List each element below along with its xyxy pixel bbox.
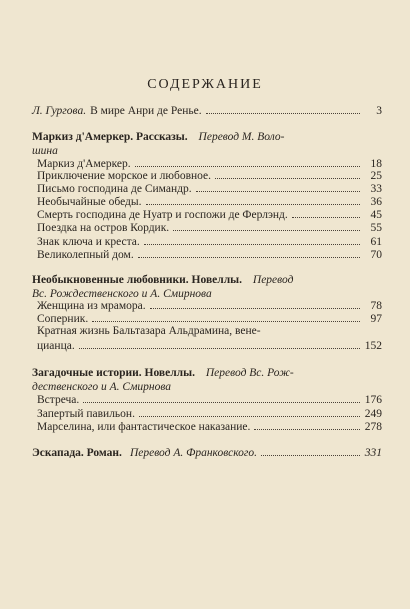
dot-leader [206,103,360,114]
list-item [37,247,382,263]
item-title: Встреча. [37,394,80,406]
section-title: Загадочные истории. Новеллы. [32,367,195,379]
page-number: 331 [364,447,382,459]
dot-leader [261,445,360,456]
dot-leader [79,338,360,349]
final-title: Эскапада. Роман. [32,447,122,459]
section-translator: Перевод М. Воло- [198,131,285,143]
dot-leader [135,156,360,167]
item-title: Запертый павильон. [37,408,135,420]
page-number: 33 [370,183,382,195]
dot-leader [254,419,360,430]
list-item [37,419,382,435]
section-translator: Перевод Вс. Рож- [205,367,294,379]
page-number: 25 [370,170,382,182]
final-translator: Перевод А. Франковского. [129,447,257,459]
intro-title: В мире Анри де Ренье. [90,105,202,117]
dot-leader [173,220,360,231]
page-number: 176 [364,394,382,406]
section-translator-cont: шина [32,145,58,157]
dot-leader [83,392,360,403]
page-number: 61 [370,236,382,248]
item-title: Необычайные обеды. [37,196,142,208]
section-translator: Перевод [252,274,294,286]
dot-leader [138,247,360,258]
dot-leader [215,168,360,179]
section-translator-cont: Вс. Рождественского и А. Смирнова [32,288,212,300]
item-title: Соперник. [37,313,89,325]
page-number: 45 [370,209,382,221]
section-translator-cont: дественского и А. Смирнова [32,381,172,393]
dot-leader [92,311,360,322]
item-title: Кратная жизнь Бальтазара Альдрамина, вене- [37,325,261,337]
section-title: Маркиз д'Амеркер. Рассказы. [32,131,188,143]
item-title: Приключение морское и любовное. [37,170,212,182]
page-number: 152 [364,340,382,352]
intro-author: Л. Гургова. [32,105,87,117]
dot-leader [150,298,360,309]
page-number: 3 [376,105,382,117]
item-title: Знак ключа и креста. [37,236,140,248]
page-title: СОДЕРЖАНИЕ [147,77,263,92]
page-number: 36 [370,196,382,208]
section-heading [32,273,382,301]
list-item [37,338,382,354]
item-title: Великолепный дом. [37,249,134,261]
item-title: Марселина, или фантастическое наказание. [37,421,251,433]
list-item [37,324,382,339]
page-number: 55 [370,222,382,234]
item-title: Смерть господина де Нуатр и госпожи де Ферлэнд. [37,209,288,221]
item-title: Маркиз д'Амеркер. [37,158,131,170]
dot-leader [144,234,360,245]
intro-entry [32,103,382,119]
item-title: Письмо господина де Симандр. [37,183,192,195]
section-heading [32,130,382,158]
page-number: 78 [370,300,382,312]
item-title: цианца. [37,340,75,352]
section-heading [32,366,382,394]
page-number: 249 [364,408,382,420]
page-number: 97 [370,313,382,325]
dot-leader [139,406,360,417]
item-title: Женщина из мрамора. [37,300,146,312]
final-entry [32,445,382,461]
item-title: Поездка на остров Кордик. [37,222,170,234]
dot-leader [196,181,360,192]
section-title: Необыкновенные любовники. Новеллы. [32,274,243,286]
page-number: 70 [370,249,382,261]
page-number: 18 [370,158,382,170]
page-number: 278 [364,421,382,433]
dot-leader [292,207,360,218]
dot-leader [146,194,361,205]
